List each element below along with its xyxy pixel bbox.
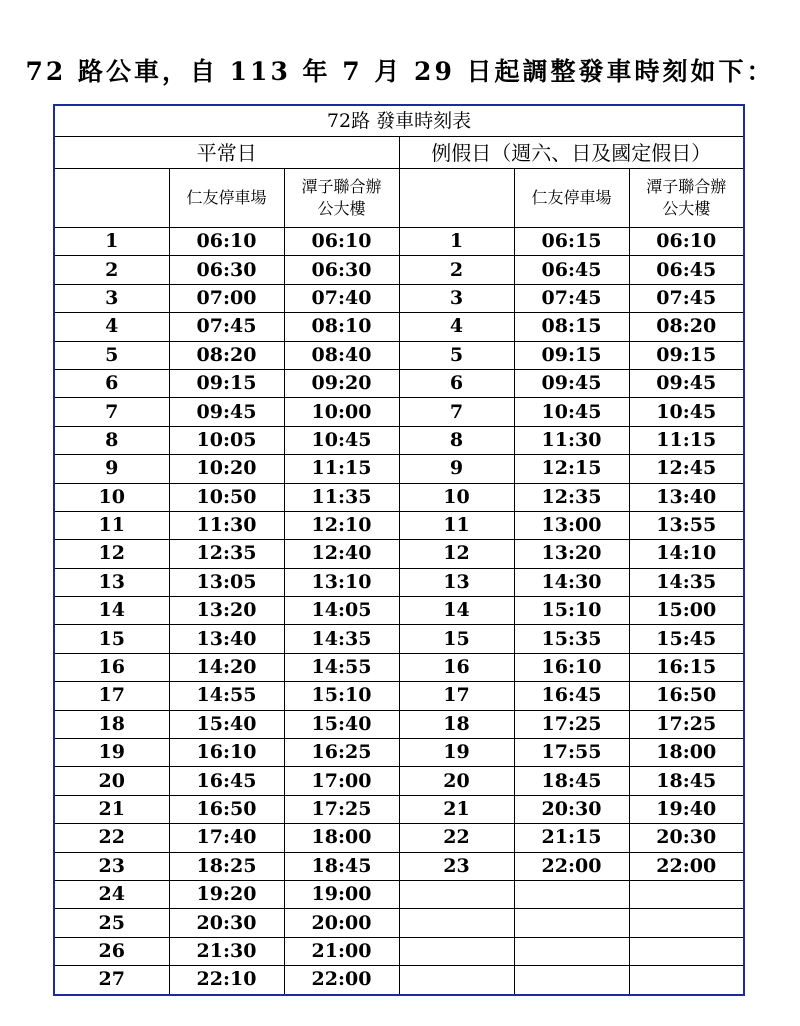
weekday-trip-number: 21	[54, 795, 169, 823]
holiday-stop-b-time: 15:45	[629, 625, 744, 653]
holiday-trip-number	[399, 937, 514, 965]
holiday-stop-b-line1: 潭子聯合辦	[646, 177, 727, 197]
weekday-stop-a-time: 16:45	[169, 767, 284, 795]
holiday-stop-b-time: 07:45	[629, 284, 744, 312]
holiday-stop-b-time: 15:00	[629, 597, 744, 625]
weekday-stop-a-time: 13:20	[169, 597, 284, 625]
weekday-stop-b-header	[284, 169, 399, 228]
weekday-number-header	[54, 169, 169, 228]
weekday-stop-a-time: 06:30	[169, 256, 284, 284]
holiday-trip-number: 19	[399, 739, 514, 767]
page-headline: 72 路公車，自 113 年 7 月 29 日起調整發車時刻如下：	[25, 57, 775, 86]
holiday-stop-a-time: 14:30	[514, 568, 629, 596]
weekday-stop-b-time: 10:45	[284, 426, 399, 454]
table-row	[54, 540, 744, 568]
holiday-stop-b-time: 10:45	[629, 398, 744, 426]
weekday-stop-b-line2: 公大樓	[317, 199, 366, 218]
holiday-stop-a-time: 09:45	[514, 369, 629, 397]
weekday-stop-b-time: 15:10	[284, 682, 399, 710]
table-row	[54, 426, 744, 454]
weekday-stop-b-time: 08:40	[284, 341, 399, 369]
holiday-trip-number: 4	[399, 313, 514, 341]
weekday-trip-number: 17	[54, 682, 169, 710]
holiday-trip-number: 17	[399, 682, 514, 710]
weekday-stop-a-time: 17:40	[169, 824, 284, 852]
holiday-trip-number: 11	[399, 511, 514, 539]
holiday-trip-number: 15	[399, 625, 514, 653]
table-row	[54, 568, 744, 596]
table-row	[54, 455, 744, 483]
weekday-stop-a-header: 仁友停車場	[169, 169, 284, 228]
weekday-stop-b-time: 15:40	[284, 710, 399, 738]
weekday-trip-number: 3	[54, 284, 169, 312]
holiday-stop-a-time	[514, 909, 629, 937]
weekday-stop-b-time: 13:10	[284, 568, 399, 596]
holiday-stop-a-time: 16:45	[514, 682, 629, 710]
holiday-stop-b-time: 14:10	[629, 540, 744, 568]
weekday-stop-b-time: 17:25	[284, 795, 399, 823]
weekday-stop-a-time: 09:15	[169, 369, 284, 397]
weekday-trip-number: 1	[54, 228, 169, 256]
weekday-stop-a-time: 09:45	[169, 398, 284, 426]
holiday-trip-number: 7	[399, 398, 514, 426]
table-title: 72路 發車時刻表	[54, 105, 744, 137]
weekday-stop-b-time: 11:15	[284, 455, 399, 483]
weekday-trip-number: 11	[54, 511, 169, 539]
weekday-stop-a-time: 07:45	[169, 313, 284, 341]
holiday-trip-number: 21	[399, 795, 514, 823]
table-row	[54, 682, 744, 710]
weekday-stop-b-time: 19:00	[284, 880, 399, 908]
weekday-stop-b-time: 08:10	[284, 313, 399, 341]
table-row	[54, 341, 744, 369]
weekday-stop-a-time: 18:25	[169, 852, 284, 880]
table-row	[54, 398, 744, 426]
weekday-stop-b-time: 07:40	[284, 284, 399, 312]
table-title-row	[54, 105, 744, 137]
holiday-stop-a-time	[514, 966, 629, 995]
holiday-trip-number: 1	[399, 228, 514, 256]
holiday-stop-b-time: 14:35	[629, 568, 744, 596]
table-row	[54, 483, 744, 511]
holiday-stop-a-time: 13:00	[514, 511, 629, 539]
holiday-trip-number: 20	[399, 767, 514, 795]
holiday-trip-number: 22	[399, 824, 514, 852]
holiday-stop-a-header: 仁友停車場	[514, 169, 629, 228]
holiday-trip-number: 13	[399, 568, 514, 596]
weekday-trip-number: 15	[54, 625, 169, 653]
holiday-trip-number: 3	[399, 284, 514, 312]
holiday-stop-b-time	[629, 937, 744, 965]
holiday-stop-a-time: 13:20	[514, 540, 629, 568]
table-row	[54, 909, 744, 937]
holiday-trip-number	[399, 909, 514, 937]
weekday-stop-a-time: 16:50	[169, 795, 284, 823]
holiday-stop-a-time: 18:45	[514, 767, 629, 795]
holiday-stop-b-time: 17:25	[629, 710, 744, 738]
holiday-stop-a-time: 15:35	[514, 625, 629, 653]
weekday-stop-a-time: 10:20	[169, 455, 284, 483]
table-row	[54, 880, 744, 908]
weekday-stop-a-time: 14:55	[169, 682, 284, 710]
holiday-stop-a-time: 06:15	[514, 228, 629, 256]
weekday-stop-a-time: 13:05	[169, 568, 284, 596]
weekday-stop-a-time: 15:40	[169, 710, 284, 738]
weekday-stop-a-time: 10:50	[169, 483, 284, 511]
holiday-stop-b-time: 16:15	[629, 653, 744, 681]
table-row	[54, 256, 744, 284]
holiday-stop-a-time: 20:30	[514, 795, 629, 823]
holiday-stop-b-time: 13:40	[629, 483, 744, 511]
table-row	[54, 795, 744, 823]
table-row	[54, 625, 744, 653]
holiday-trip-number: 10	[399, 483, 514, 511]
weekday-stop-b-time: 10:00	[284, 398, 399, 426]
holiday-stop-b-time: 09:15	[629, 341, 744, 369]
holiday-stop-b-time: 18:00	[629, 739, 744, 767]
holiday-stop-b-time	[629, 966, 744, 995]
holiday-stop-b-time: 06:10	[629, 228, 744, 256]
weekday-trip-number: 8	[54, 426, 169, 454]
holiday-stop-a-time: 07:45	[514, 284, 629, 312]
holiday-stop-a-time: 12:15	[514, 455, 629, 483]
weekday-trip-number: 10	[54, 483, 169, 511]
holiday-stop-a-time	[514, 880, 629, 908]
weekday-stop-b-time: 16:25	[284, 739, 399, 767]
holiday-stop-b-time: 08:20	[629, 313, 744, 341]
weekday-trip-number: 9	[54, 455, 169, 483]
holiday-trip-number	[399, 966, 514, 995]
weekday-stop-b-time: 06:10	[284, 228, 399, 256]
weekday-stop-b-line1: 潭子聯合辦	[301, 177, 382, 197]
weekday-stop-a-time: 14:20	[169, 653, 284, 681]
holiday-stop-a-time: 10:45	[514, 398, 629, 426]
holiday-stop-b-time: 11:15	[629, 426, 744, 454]
holiday-stop-a-time: 06:45	[514, 256, 629, 284]
holiday-stop-a-time: 16:10	[514, 653, 629, 681]
weekday-stop-a-time: 16:10	[169, 739, 284, 767]
weekday-trip-number: 26	[54, 937, 169, 965]
holiday-trip-number: 8	[399, 426, 514, 454]
weekday-trip-number: 25	[54, 909, 169, 937]
weekday-trip-number: 24	[54, 880, 169, 908]
holiday-stop-a-time: 09:15	[514, 341, 629, 369]
bus-schedule-table	[53, 104, 745, 996]
weekday-stop-a-time: 12:35	[169, 540, 284, 568]
weekday-trip-number: 16	[54, 653, 169, 681]
table-row	[54, 228, 744, 256]
weekday-stop-b-time: 12:40	[284, 540, 399, 568]
weekday-stop-b-time: 06:30	[284, 256, 399, 284]
holiday-stop-b-time: 12:45	[629, 455, 744, 483]
table-row	[54, 653, 744, 681]
holiday-stop-a-time: 17:25	[514, 710, 629, 738]
holiday-stop-a-time: 08:15	[514, 313, 629, 341]
weekday-stop-b-time: 21:00	[284, 937, 399, 965]
weekday-stop-b-time: 11:35	[284, 483, 399, 511]
weekday-stop-a-time: 06:10	[169, 228, 284, 256]
table-row	[54, 710, 744, 738]
weekday-header: 平常日	[54, 137, 399, 169]
weekday-stop-a-time: 10:05	[169, 426, 284, 454]
holiday-trip-number: 23	[399, 852, 514, 880]
holiday-stop-b-time: 19:40	[629, 795, 744, 823]
holiday-stop-b-time	[629, 909, 744, 937]
holiday-trip-number: 5	[399, 341, 514, 369]
holiday-stop-a-time: 11:30	[514, 426, 629, 454]
weekday-trip-number: 13	[54, 568, 169, 596]
weekday-stop-b-time: 20:00	[284, 909, 399, 937]
holiday-stop-a-time: 21:15	[514, 824, 629, 852]
weekday-stop-b-time: 18:45	[284, 852, 399, 880]
weekday-stop-b-time: 09:20	[284, 369, 399, 397]
table-row	[54, 739, 744, 767]
holiday-stop-b-time: 06:45	[629, 256, 744, 284]
weekday-stop-b-time: 14:05	[284, 597, 399, 625]
table-row	[54, 966, 744, 995]
holiday-stop-a-time: 12:35	[514, 483, 629, 511]
table-row	[54, 597, 744, 625]
weekday-stop-b-time: 22:00	[284, 966, 399, 995]
weekday-trip-number: 20	[54, 767, 169, 795]
weekday-stop-a-time: 22:10	[169, 966, 284, 995]
weekday-stop-a-time: 07:00	[169, 284, 284, 312]
weekday-trip-number: 22	[54, 824, 169, 852]
weekday-trip-number: 19	[54, 739, 169, 767]
weekday-stop-a-time: 08:20	[169, 341, 284, 369]
holiday-stop-b-time: 20:30	[629, 824, 744, 852]
weekday-stop-b-time: 17:00	[284, 767, 399, 795]
holiday-stop-b-time: 13:55	[629, 511, 744, 539]
table-row	[54, 824, 744, 852]
holiday-trip-number: 16	[399, 653, 514, 681]
holiday-trip-number: 18	[399, 710, 514, 738]
table-row	[54, 937, 744, 965]
weekday-trip-number: 5	[54, 341, 169, 369]
holiday-stop-a-time: 17:55	[514, 739, 629, 767]
weekday-trip-number: 4	[54, 313, 169, 341]
weekday-stop-a-time: 20:30	[169, 909, 284, 937]
weekday-trip-number: 27	[54, 966, 169, 995]
holiday-stop-b-time	[629, 880, 744, 908]
weekday-stop-b-time: 14:55	[284, 653, 399, 681]
holiday-trip-number	[399, 880, 514, 908]
holiday-stop-b-time: 18:45	[629, 767, 744, 795]
table-row	[54, 369, 744, 397]
holiday-stop-b-time: 16:50	[629, 682, 744, 710]
table-row	[54, 511, 744, 539]
holiday-trip-number: 12	[399, 540, 514, 568]
weekday-stop-a-time: 21:30	[169, 937, 284, 965]
holiday-trip-number: 6	[399, 369, 514, 397]
weekday-stop-a-time: 13:40	[169, 625, 284, 653]
holiday-trip-number: 14	[399, 597, 514, 625]
holiday-trip-number: 2	[399, 256, 514, 284]
holiday-trip-number: 9	[399, 455, 514, 483]
holiday-stop-a-time: 15:10	[514, 597, 629, 625]
holiday-stop-b-line2: 公大樓	[662, 199, 711, 218]
weekday-trip-number: 7	[54, 398, 169, 426]
weekday-trip-number: 12	[54, 540, 169, 568]
table-row	[54, 313, 744, 341]
group-header-row	[54, 137, 744, 169]
holiday-stop-b-time: 09:45	[629, 369, 744, 397]
holiday-number-header	[399, 169, 514, 228]
table-row	[54, 284, 744, 312]
holiday-stop-a-time: 22:00	[514, 852, 629, 880]
holiday-stop-a-time	[514, 937, 629, 965]
weekday-stop-b-time: 18:00	[284, 824, 399, 852]
weekday-stop-a-time: 11:30	[169, 511, 284, 539]
holiday-header: 例假日（週六、日及國定假日）	[399, 137, 744, 169]
stop-header-row	[54, 169, 744, 228]
table-row	[54, 767, 744, 795]
table-row	[54, 852, 744, 880]
holiday-stop-b-time: 22:00	[629, 852, 744, 880]
weekday-trip-number: 23	[54, 852, 169, 880]
weekday-trip-number: 14	[54, 597, 169, 625]
weekday-stop-b-time: 14:35	[284, 625, 399, 653]
weekday-trip-number: 2	[54, 256, 169, 284]
weekday-trip-number: 18	[54, 710, 169, 738]
weekday-trip-number: 6	[54, 369, 169, 397]
holiday-stop-b-header	[629, 169, 744, 228]
weekday-stop-b-time: 12:10	[284, 511, 399, 539]
weekday-stop-a-time: 19:20	[169, 880, 284, 908]
